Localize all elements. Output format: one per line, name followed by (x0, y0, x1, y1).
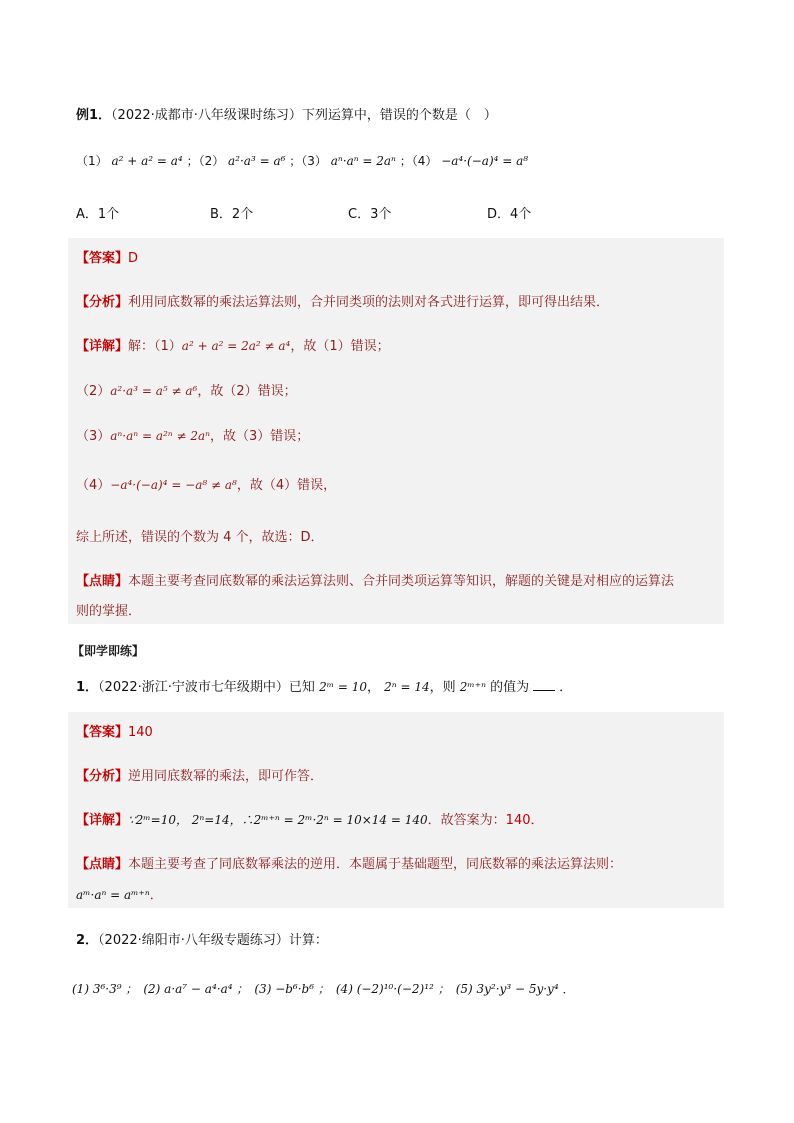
q2-part-3: ； (3) −b⁶·b⁶ (236, 982, 315, 996)
q1-comment-line-2 (76, 884, 163, 903)
option-a: A．1个 (76, 207, 120, 222)
q1-detail-answer: 140． (505, 813, 544, 828)
q1-end: ． (559, 680, 573, 695)
example-label: 例1． (76, 108, 112, 123)
q2-part-5: ； (5) 3y²·y³ − 5y·y⁴ (437, 982, 559, 996)
detail-1-label: 解：（1） (128, 339, 182, 354)
detail-2-label: （2） (76, 384, 111, 399)
detail-2-tail: ，故（2）错误； (197, 384, 297, 399)
q1-answer-line (76, 721, 153, 740)
detail-4-label: （4） (76, 478, 111, 493)
detail-1-math: a² + a² = 2a² ≠ a⁴ (181, 339, 291, 353)
q2-question (76, 929, 328, 948)
q1-source: （2022·浙江·宁波市七年级期中） (98, 680, 289, 695)
example-question-text: 下列运算中，错误的个数是（ ） (301, 108, 497, 123)
q1-answer-tag: 【答案】 (76, 725, 129, 740)
item-4-math: −a⁴·(−a)⁴ = a⁸ (441, 154, 529, 168)
q2-part-1: (1) 3⁶·3⁹ (72, 982, 122, 996)
answer-value: D (128, 251, 139, 266)
q1-text-c: 的值为 (490, 680, 530, 695)
detail-4-math: −a⁴·(−a)⁴ = −a⁸ ≠ a⁸ (110, 478, 237, 492)
analysis-line (76, 291, 609, 310)
q1-detail-math: ∵2ᵐ=10， 2ⁿ=14，∴2ᵐ⁺ⁿ = 2ᵐ·2ⁿ = 10×14 = 140 (128, 813, 428, 827)
comment-text-1: 本题主要考查同底数幂的乘法运算法则、合并同类项运算等知识，解题的关键是对相应的运算法 (128, 574, 675, 589)
q2-end: ． (562, 982, 575, 996)
q2-source: （2022·绵阳市·八年级专题练习） (98, 933, 289, 948)
q2-text: 计算： (288, 933, 328, 948)
detail-line-4 (76, 474, 336, 493)
detail-line-3 (76, 425, 309, 444)
q1-detail-tail: ．故答案为： (427, 813, 506, 828)
detail-3-math: aⁿ·aⁿ = a²ⁿ ≠ 2aⁿ (110, 429, 210, 443)
comment-tag: 【点睛】 (76, 574, 129, 589)
comment-line-2: 则的掌握． (76, 604, 142, 619)
practice-heading: 【即学即练】 (72, 644, 145, 658)
answer-blank (533, 690, 555, 691)
q1-text-b: ，则 (429, 680, 456, 695)
q1-comment-text: 本题主要考查了同底数幂乘法的逆用．本题属于基础题型，同底数幂的乘法运算法则： (128, 857, 623, 872)
item-3-label: ；（3） (289, 154, 327, 168)
q1-question (76, 676, 572, 695)
option-b: B．2个 (210, 207, 254, 222)
detail-2-math: a²·a³ = a⁵ ≠ a⁶ (110, 384, 198, 398)
item-2-math: a²·a³ = a⁶ (228, 154, 286, 168)
q1-math-2: 2ⁿ = 14 (384, 680, 430, 694)
q2-number: 2． (76, 933, 99, 948)
option-d: D．4个 (487, 207, 532, 222)
detail-line-2 (76, 380, 297, 399)
example1-items (76, 152, 528, 169)
option-c: C．3个 (348, 207, 392, 222)
q1-sep: ， (367, 680, 381, 695)
q2-part-2: ； (2) a·a⁷ − a⁴·a⁴ (125, 982, 233, 996)
q1-comment-end: ． (149, 888, 163, 903)
answer-tag: 【答案】 (76, 251, 129, 266)
detail-1-tail: ，故（1）错误； (290, 339, 390, 354)
item-4-label: ；（4） (399, 154, 438, 168)
analysis-tag: 【分析】 (76, 295, 129, 310)
example1-question (76, 104, 497, 123)
analysis-text: 利用同底数幂的乘法运算法则，合并同类项的法则对各式进行运算，即可得出结果． (128, 295, 610, 310)
q1-detail-tag: 【详解】 (76, 813, 129, 828)
q1-answer-value: 140 (128, 725, 153, 740)
q2-part-4: ； (4) (−2)¹⁰·(−2)¹² (317, 982, 434, 996)
q1-math-1: 2ᵐ = 10 (319, 680, 368, 694)
q1-comment-line-1 (76, 853, 622, 872)
detail-3-label: （3） (76, 429, 111, 444)
q1-analysis-line (76, 765, 323, 784)
q1-analysis-tag: 【分析】 (76, 769, 129, 784)
q1-number: 1． (76, 680, 99, 695)
q1-text-a: 已知 (288, 680, 315, 695)
q1-math-3: 2ᵐ⁺ⁿ (459, 680, 486, 694)
item-3-math: aⁿ·aⁿ = 2aⁿ (330, 154, 396, 168)
q2-parts (72, 980, 574, 997)
item-1-label: （1） (76, 154, 108, 168)
detail-4-tail: ，故（4）错误， (236, 478, 337, 493)
detail-line-1 (76, 335, 390, 354)
summary-line: 综上所述，错误的个数为 4 个，故选：D． (76, 530, 324, 545)
item-1-math: a² + a² = a⁴ (111, 154, 183, 168)
q1-comment-tag: 【点睛】 (76, 857, 129, 872)
comment-line-1 (76, 570, 674, 589)
detail-3-tail: ，故（3）错误； (209, 429, 310, 444)
q1-comment-math: aᵐ·aⁿ = aᵐ⁺ⁿ (76, 888, 150, 902)
q1-analysis-text: 逆用同底数幂的乘法，即可作答． (128, 769, 324, 784)
item-2-label: ；（2） (186, 154, 225, 168)
q1-detail-line (76, 809, 544, 828)
answer-line (76, 247, 138, 266)
example-source: （2022·成都市·八年级课时练习） (111, 108, 302, 123)
detail-tag: 【详解】 (76, 339, 129, 354)
